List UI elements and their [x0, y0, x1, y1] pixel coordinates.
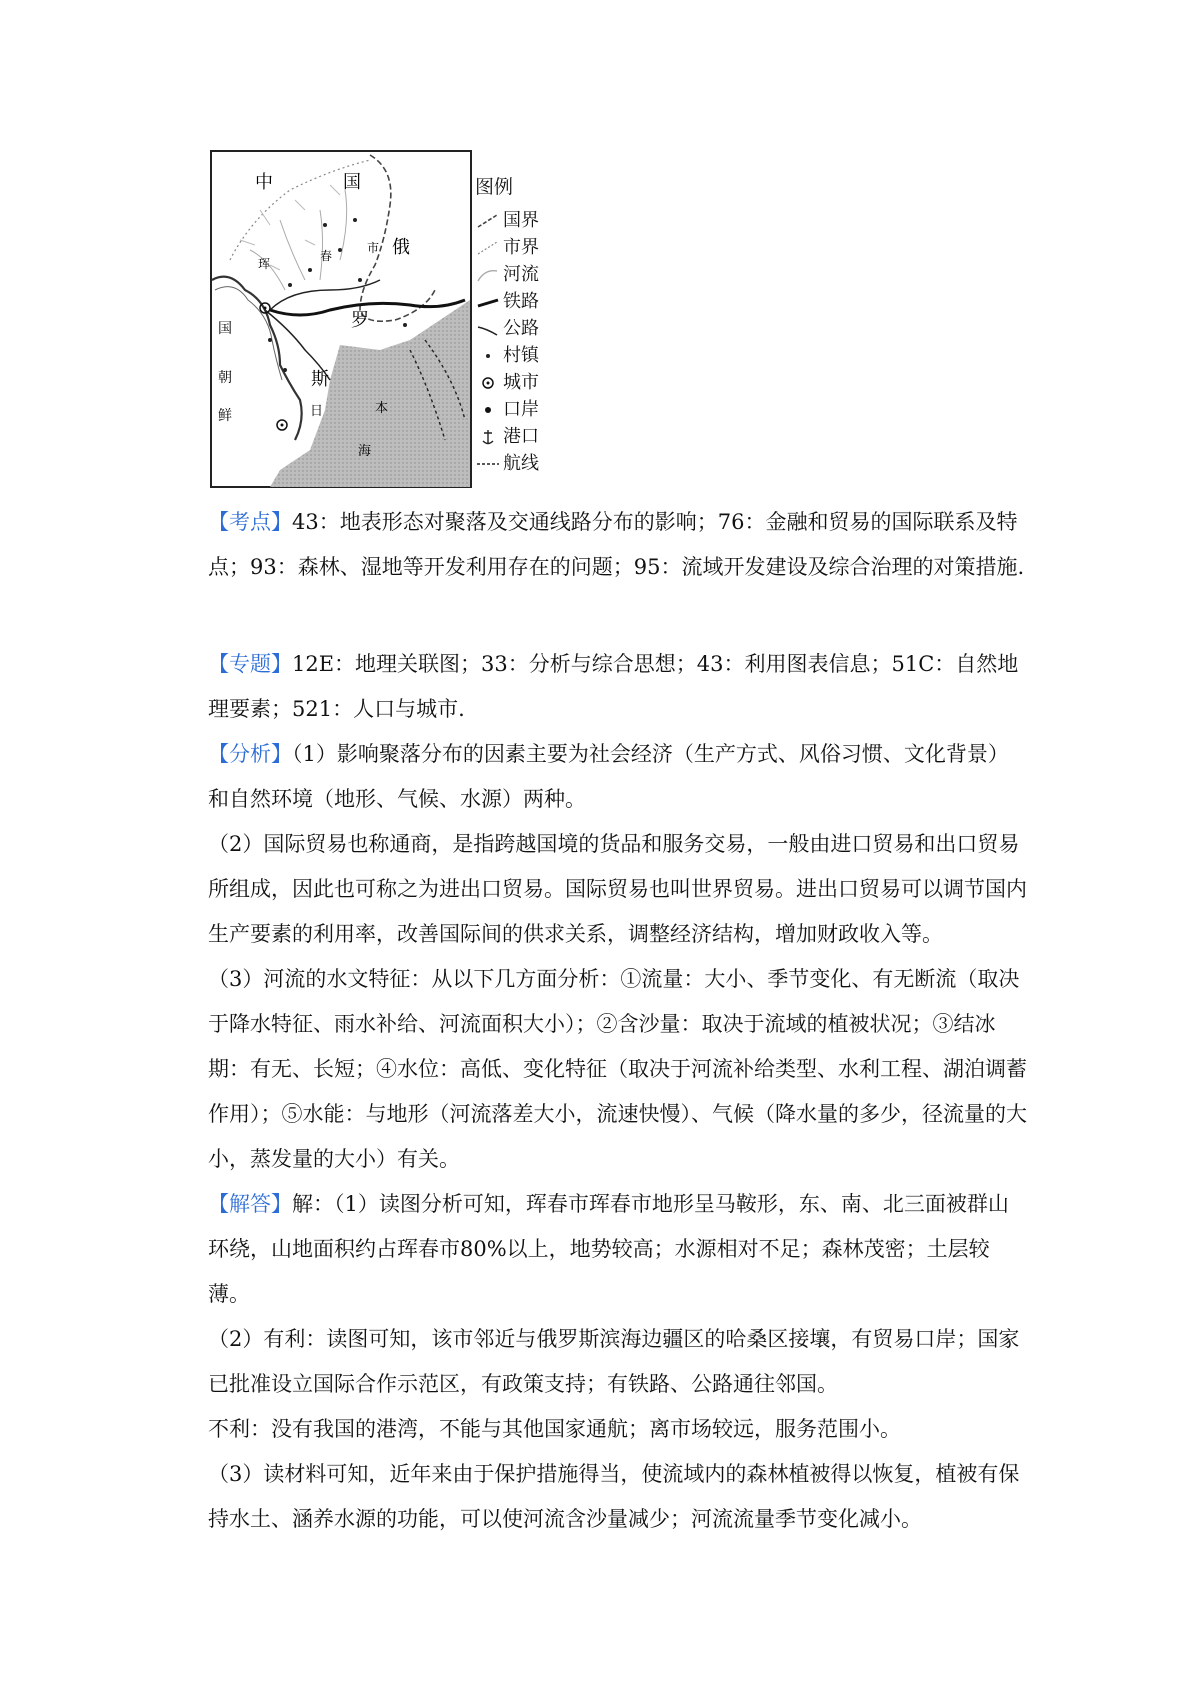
jieda-paragraph-3: 不利：没有我国的港湾，不能与其他国家通航；离市场较远，服务范围小。 [208, 1417, 901, 1441]
legend-row [475, 396, 565, 423]
railway-icon [475, 292, 501, 312]
legend-row [475, 342, 565, 369]
label-sea-2: 本 [375, 400, 389, 415]
label-city-1: 珲 [258, 257, 271, 271]
legend-row [475, 207, 565, 234]
legend-title: 图例 [475, 176, 514, 198]
legend-label: 公路 [503, 318, 539, 339]
jieda-tag: 【解答】 [208, 1192, 292, 1216]
label-sea-1: 日 [310, 403, 324, 418]
legend-row [475, 423, 565, 450]
legend-row [475, 450, 565, 477]
label-sea-3: 海 [358, 443, 372, 458]
jieda-paragraph-1 [208, 1182, 1028, 1317]
legend-row [475, 315, 565, 342]
label-china-1: 中 [255, 172, 273, 192]
port-of-entry-icon [475, 400, 501, 420]
label-china-2: 国 [343, 172, 361, 192]
harbor-icon [475, 427, 501, 447]
legend-label: 航线 [503, 453, 539, 474]
legend-row [475, 261, 565, 288]
legend-label: 国界 [503, 210, 539, 231]
river-icon [475, 265, 501, 285]
jieda-paragraph-2: （2）有利：读图可知，该市邻近与俄罗斯滨海边疆区的哈桑区接壤，有贸易口岸；国家已批准设立国际合作示范区，有政策支持；有铁路、公路通往邻国。 [208, 1327, 1020, 1396]
kaodian-paragraph [208, 500, 1028, 590]
label-city-3: 市 [367, 241, 380, 255]
label-russia-3: 斯 [311, 369, 329, 389]
legend-row [475, 288, 565, 315]
fenxi-tag: 【分析】 [208, 742, 292, 766]
legend-row [475, 369, 565, 396]
label-city-2: 春 [320, 249, 333, 263]
kaodian-tag: 【考点】 [208, 510, 292, 534]
legend-label: 铁路 [503, 291, 539, 312]
fenxi-paragraph-3: （3）河流的水文特征：从以下几方面分析：①流量：大小、季节变化、有无断流（取决于降水特征、雨水补给、河流面积大小）；②含沙量：取决于流域的植被状况；③结冰期：有无、长短；④水位：高低、变化特征（取决于河流补给类型、水利工程、湖泊调蓄作用）；⑤水能：与地形（河流落差大小，流速快慢）、气候（降水量的多少，径流量的大小，蒸发量的大小）有关。 [208, 967, 1027, 1171]
village-icon [475, 346, 501, 366]
fenxi-paragraph-2: （2）国际贸易也称通商，是指跨越国境的货品和服务交易，一般由进口贸易和出口贸易所组成，因此也可称之为进出口贸易。国际贸易也叫世界贸易。进出口贸易可以调节国内生产要素的利用率，改善国际间的供求关系，调整经济结构，增加财政收入等。 [208, 832, 1027, 946]
city-border-icon [475, 238, 501, 258]
legend-label: 港口 [503, 426, 539, 447]
kaodian-text: 43：地表形态对聚落及交通线路分布的影响；76：金融和贸易的国际联系及特点；93：森林、湿地等开发利用存在的问题；95：流域开发建设及综合治理的对策措施. [208, 510, 1025, 579]
map-legend [475, 172, 565, 477]
jieda-paragraph-4: （3）读材料可知，近年来由于保护措施得当，使流域内的森林植被得以恢复，植被有保持水土、涵养水源的功能，可以使河流含沙量减少；河流流量季节变化减小。 [208, 1462, 1020, 1531]
fenxi-text-1: （1）影响聚落分布的因素主要为社会经济（生产方式、风俗习惯、文化背景）和自然环境（地形、气候、水源）两种。 [208, 742, 1009, 811]
spacer [208, 590, 1028, 642]
shipping-route-icon [475, 454, 501, 474]
national-border-icon [475, 211, 501, 231]
zhuanti-text: 12E：地理关联图；33：分析与综合思想；43：利用图表信息；51C：自然地理要素；521：人口与城市. [208, 652, 1019, 721]
legend-label: 市界 [503, 237, 539, 258]
label-korea-2: 朝 [218, 369, 232, 385]
fenxi-paragraph-1 [208, 732, 1028, 822]
legend-label: 口岸 [503, 399, 539, 420]
label-russia-2: 罗 [351, 310, 369, 330]
legend-row [475, 234, 565, 261]
zhuanti-paragraph [208, 642, 1028, 732]
label-korea-3: 鲜 [218, 407, 232, 423]
zhuanti-tag: 【专题】 [208, 652, 292, 676]
city-icon [475, 373, 501, 393]
label-russia-1: 俄 [392, 237, 410, 257]
legend-label: 城市 [503, 372, 539, 393]
highway-icon [475, 319, 501, 339]
jieda-text-1: 解：（1）读图分析可知，珲春市珲春市地形呈马鞍形，东、南、北三面被群山环绕，山地面积约占珲春市80%以上，地势较高；水源相对不足；森林茂密；土层较薄。 [208, 1192, 1009, 1306]
label-korea-1: 国 [218, 320, 232, 336]
legend-label: 村镇 [503, 345, 539, 366]
answer-content [208, 500, 1028, 1542]
legend-label: 河流 [503, 264, 539, 285]
